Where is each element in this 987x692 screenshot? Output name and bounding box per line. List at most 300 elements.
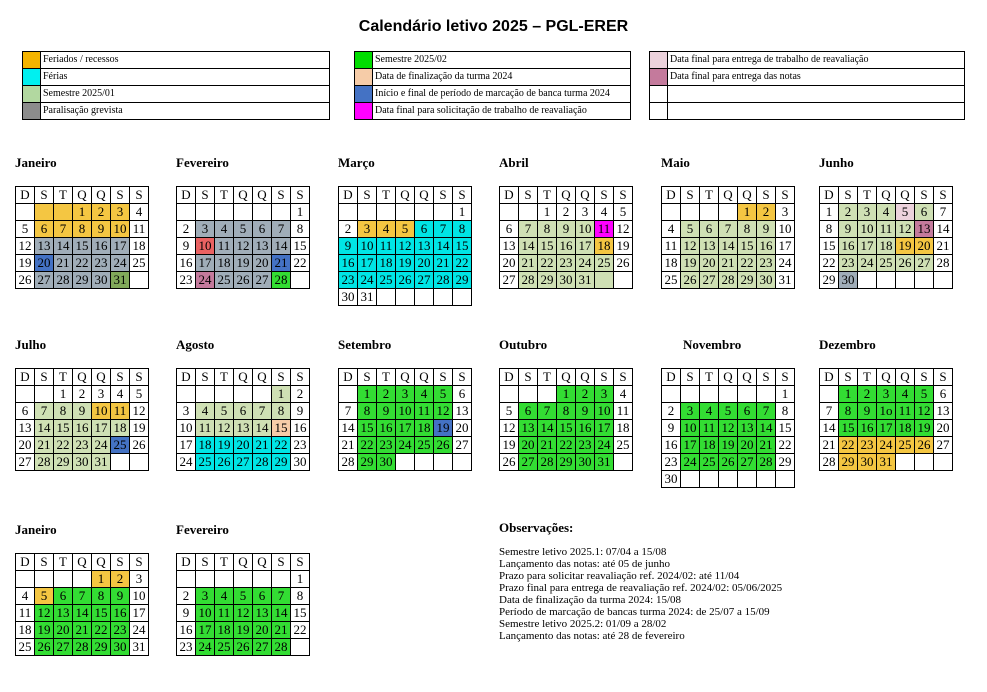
weekday-header: S: [934, 187, 953, 204]
day-cell: [915, 454, 934, 471]
day-cell: 30: [73, 454, 92, 471]
month-grid: [176, 368, 310, 471]
legend-item: [23, 86, 330, 103]
day-cell: 28: [272, 272, 291, 289]
weekday-header: D: [16, 187, 35, 204]
weekday-header: Q: [73, 369, 92, 386]
day-cell: [339, 204, 358, 221]
day-cell: 7: [253, 403, 272, 420]
month-grid: [15, 553, 149, 656]
week-row: [662, 420, 795, 437]
weekday-header: D: [177, 554, 196, 571]
day-cell: 25: [16, 639, 35, 656]
day-cell: 30: [858, 454, 877, 471]
weekday-header: D: [339, 369, 358, 386]
day-cell: 25: [215, 639, 234, 656]
day-cell: 6: [415, 221, 434, 238]
day-cell: 13: [915, 221, 934, 238]
week-row: [177, 420, 310, 437]
month-calendar: [338, 336, 472, 471]
month-name: Janeiro: [15, 522, 57, 537]
day-cell: [700, 386, 719, 403]
day-cell: 12: [681, 238, 700, 255]
day-cell: 29: [73, 272, 92, 289]
month-name: Novembro: [683, 337, 742, 352]
day-cell: 7: [719, 221, 738, 238]
day-cell: [253, 386, 272, 403]
day-cell: 8: [820, 221, 839, 238]
day-cell: 23: [858, 437, 877, 454]
day-cell: 4: [700, 403, 719, 420]
weekday-header: Q: [877, 369, 896, 386]
day-cell: 9: [576, 403, 595, 420]
day-cell: 26: [719, 454, 738, 471]
legend-swatch: [355, 86, 373, 103]
day-cell: 19: [215, 437, 234, 454]
day-cell: 9: [177, 605, 196, 622]
legend-item: [650, 103, 965, 120]
day-cell: [234, 571, 253, 588]
weekday-header: S: [776, 369, 795, 386]
legend-column-3: [649, 51, 965, 120]
day-cell: [453, 454, 472, 471]
day-cell: 1: [272, 386, 291, 403]
day-cell: 19: [35, 622, 54, 639]
day-cell: 6: [253, 588, 272, 605]
day-cell: 5: [719, 403, 738, 420]
day-cell: [215, 204, 234, 221]
day-cell: 12: [16, 238, 35, 255]
day-cell: 6: [915, 204, 934, 221]
day-cell: 2: [92, 204, 111, 221]
day-cell: 5: [396, 221, 415, 238]
day-cell: 16: [576, 420, 595, 437]
legend-swatch: [650, 69, 668, 86]
month-name: Fevereiro: [176, 155, 229, 170]
day-cell: 15: [820, 238, 839, 255]
weekday-header: Q: [415, 187, 434, 204]
week-row: [500, 221, 633, 238]
day-cell: 22: [538, 255, 557, 272]
day-cell: 17: [576, 238, 595, 255]
day-cell: 23: [177, 272, 196, 289]
week-row: [339, 289, 472, 306]
weekday-header: Q: [877, 187, 896, 204]
day-cell: 26: [500, 454, 519, 471]
day-cell: 20: [234, 437, 253, 454]
weekday-header-row: [339, 369, 472, 386]
day-cell: 10: [858, 221, 877, 238]
month-name: Agosto: [176, 337, 215, 352]
weekday-header: D: [177, 187, 196, 204]
day-cell: 26: [614, 255, 633, 272]
day-cell: 26: [234, 272, 253, 289]
day-cell: 11: [215, 238, 234, 255]
day-cell: 19: [16, 255, 35, 272]
day-cell: 27: [700, 272, 719, 289]
day-cell: 28: [538, 454, 557, 471]
month-name: Maio: [661, 155, 690, 170]
day-cell: 18: [877, 238, 896, 255]
day-cell: 25: [662, 272, 681, 289]
weekday-header: Q: [415, 369, 434, 386]
day-cell: 10: [595, 403, 614, 420]
day-cell: 4: [215, 221, 234, 238]
month-grid: [819, 368, 953, 471]
day-cell: 5: [614, 204, 633, 221]
day-cell: 11: [111, 403, 130, 420]
weekday-header: S: [35, 369, 54, 386]
weekday-header: S: [35, 554, 54, 571]
day-cell: 11: [662, 238, 681, 255]
day-cell: [177, 571, 196, 588]
weekday-header: T: [215, 554, 234, 571]
day-cell: 13: [738, 420, 757, 437]
day-cell: 7: [538, 403, 557, 420]
day-cell: 18: [662, 255, 681, 272]
day-cell: 22: [73, 255, 92, 272]
day-cell: [915, 272, 934, 289]
day-cell: 7: [339, 403, 358, 420]
weekday-header: S: [757, 187, 776, 204]
day-cell: [130, 454, 149, 471]
day-cell: 28: [339, 454, 358, 471]
day-cell: 5: [35, 588, 54, 605]
day-cell: 18: [614, 420, 633, 437]
day-cell: 31: [358, 289, 377, 306]
week-row: [500, 454, 633, 471]
day-cell: 11: [877, 221, 896, 238]
day-cell: 16: [111, 605, 130, 622]
day-cell: 27: [253, 639, 272, 656]
day-cell: 3: [92, 386, 111, 403]
day-cell: [73, 571, 92, 588]
day-cell: 6: [500, 221, 519, 238]
day-cell: 17: [130, 605, 149, 622]
day-cell: 9: [557, 221, 576, 238]
observations-panel: [499, 520, 782, 642]
day-cell: 29: [54, 454, 73, 471]
weekday-header: Q: [576, 369, 595, 386]
day-cell: 20: [54, 622, 73, 639]
day-cell: 20: [738, 437, 757, 454]
week-row: [662, 454, 795, 471]
week-row: [820, 437, 953, 454]
day-cell: 24: [858, 255, 877, 272]
day-cell: 18: [215, 255, 234, 272]
day-cell: [820, 386, 839, 403]
day-cell: 23: [557, 255, 576, 272]
weekday-header: D: [500, 187, 519, 204]
day-cell: 30: [111, 639, 130, 656]
weekday-header: T: [215, 369, 234, 386]
day-cell: 23: [662, 454, 681, 471]
week-row: [820, 403, 953, 420]
legend-swatch: [355, 52, 373, 69]
day-cell: 20: [700, 255, 719, 272]
day-cell: 28: [73, 639, 92, 656]
week-row: [339, 238, 472, 255]
week-row: [177, 571, 310, 588]
observation-line: Prazo final para entrega de reavaliação ref. 2024/02: 05/06/2025: [499, 582, 783, 594]
weekday-header: S: [272, 554, 291, 571]
day-cell: 8: [291, 221, 310, 238]
week-row: [177, 272, 310, 289]
day-cell: 19: [681, 255, 700, 272]
day-cell: 8: [73, 221, 92, 238]
day-cell: 14: [934, 221, 953, 238]
month-calendar: [819, 154, 953, 289]
week-row: [177, 605, 310, 622]
week-row: [16, 639, 149, 656]
day-cell: [253, 571, 272, 588]
week-row: [662, 272, 795, 289]
weekday-header: S: [434, 187, 453, 204]
day-cell: 4: [130, 204, 149, 221]
day-cell: [339, 386, 358, 403]
day-cell: 30: [557, 272, 576, 289]
weekday-header: D: [500, 369, 519, 386]
day-cell: 23: [291, 437, 310, 454]
day-cell: 8: [54, 403, 73, 420]
day-cell: 27: [234, 454, 253, 471]
day-cell: [272, 571, 291, 588]
day-cell: [111, 454, 130, 471]
day-cell: 5: [16, 221, 35, 238]
day-cell: 22: [820, 255, 839, 272]
weekday-header: T: [54, 369, 73, 386]
weekday-header: S: [196, 187, 215, 204]
day-cell: [896, 272, 915, 289]
weekday-header: D: [662, 369, 681, 386]
day-cell: 12: [719, 420, 738, 437]
week-row: [177, 221, 310, 238]
day-cell: 4: [377, 221, 396, 238]
month-grid: [819, 186, 953, 289]
day-cell: 25: [700, 454, 719, 471]
day-cell: [54, 571, 73, 588]
day-cell: 31: [92, 454, 111, 471]
day-cell: 24: [196, 639, 215, 656]
day-cell: 17: [877, 420, 896, 437]
day-cell: 1: [538, 204, 557, 221]
week-row: [500, 420, 633, 437]
day-cell: 4: [614, 386, 633, 403]
day-cell: 10: [177, 420, 196, 437]
weekday-header: T: [700, 369, 719, 386]
day-cell: 3: [130, 571, 149, 588]
week-row: [177, 437, 310, 454]
month-grid: [661, 186, 795, 289]
legend-label: Data final para solicitação de trabalho de reavaliação: [373, 103, 631, 120]
legend-item: [355, 69, 631, 86]
day-cell: 4: [16, 588, 35, 605]
weekday-header: S: [595, 369, 614, 386]
day-cell: 3: [196, 221, 215, 238]
legend-item: [23, 103, 330, 120]
day-cell: 5: [681, 221, 700, 238]
legend-swatch: [355, 103, 373, 120]
day-cell: 20: [915, 238, 934, 255]
day-cell: [662, 204, 681, 221]
week-row: [500, 386, 633, 403]
day-cell: 4: [877, 204, 896, 221]
weekday-header: S: [453, 187, 472, 204]
day-cell: 28: [434, 272, 453, 289]
day-cell: 6: [253, 221, 272, 238]
day-cell: 6: [934, 386, 953, 403]
day-cell: 20: [35, 255, 54, 272]
day-cell: [934, 454, 953, 471]
day-cell: 8: [272, 403, 291, 420]
weekday-header: S: [934, 369, 953, 386]
day-cell: [215, 386, 234, 403]
day-cell: 6: [234, 403, 253, 420]
day-cell: 23: [757, 255, 776, 272]
week-row: [339, 403, 472, 420]
day-cell: 15: [738, 238, 757, 255]
day-cell: 19: [130, 420, 149, 437]
observation-line: Prazo para solicitar reavaliação ref. 2024/02: até 11/04: [499, 570, 740, 582]
day-cell: [700, 204, 719, 221]
week-row: [339, 272, 472, 289]
week-row: [820, 420, 953, 437]
month-calendar: [176, 154, 310, 289]
weekday-header: S: [757, 369, 776, 386]
day-cell: 5: [234, 588, 253, 605]
weekday-header: S: [130, 554, 149, 571]
weekday-header: Q: [738, 369, 757, 386]
day-cell: 10: [396, 403, 415, 420]
day-cell: 26: [434, 437, 453, 454]
weekday-header: Q: [396, 187, 415, 204]
week-row: [339, 221, 472, 238]
day-cell: 19: [434, 420, 453, 437]
month-name: Abril: [499, 155, 529, 170]
day-cell: 14: [272, 605, 291, 622]
weekday-header: S: [272, 369, 291, 386]
day-cell: [358, 204, 377, 221]
day-cell: 25: [877, 255, 896, 272]
day-cell: 22: [776, 437, 795, 454]
day-cell: 17: [396, 420, 415, 437]
weekday-header: S: [519, 187, 538, 204]
weekday-header: S: [111, 187, 130, 204]
week-row: [177, 639, 310, 656]
day-cell: 8: [92, 588, 111, 605]
day-cell: 1: [453, 204, 472, 221]
day-cell: 2: [177, 588, 196, 605]
day-cell: [215, 571, 234, 588]
week-row: [662, 221, 795, 238]
day-cell: 12: [896, 221, 915, 238]
weekday-header: S: [196, 369, 215, 386]
legend-item: [355, 86, 631, 103]
legend-column-2: [354, 51, 631, 120]
day-cell: 9: [757, 221, 776, 238]
legend-item: [23, 52, 330, 69]
day-cell: 21: [820, 437, 839, 454]
week-row: [177, 238, 310, 255]
day-cell: 23: [839, 255, 858, 272]
week-row: [820, 454, 953, 471]
day-cell: 9: [177, 238, 196, 255]
weekday-header: S: [358, 187, 377, 204]
day-cell: 16: [73, 420, 92, 437]
week-row: [177, 255, 310, 272]
day-cell: 13: [453, 403, 472, 420]
legend-label: Férias: [41, 69, 330, 86]
day-cell: [757, 471, 776, 488]
weekday-header-row: [662, 187, 795, 204]
week-row: [16, 255, 149, 272]
day-cell: 9: [92, 221, 111, 238]
weekday-header: Q: [719, 369, 738, 386]
day-cell: 2: [177, 221, 196, 238]
day-cell: 11: [16, 605, 35, 622]
day-cell: 24: [130, 622, 149, 639]
month-name: Fevereiro: [176, 522, 229, 537]
day-cell: 8: [453, 221, 472, 238]
day-cell: 22: [557, 437, 576, 454]
day-cell: 13: [35, 238, 54, 255]
day-cell: 30: [291, 454, 310, 471]
day-cell: 29: [453, 272, 472, 289]
day-cell: 12: [215, 420, 234, 437]
month-calendar: [661, 154, 795, 289]
week-row: [16, 386, 149, 403]
weekday-header: Q: [896, 369, 915, 386]
day-cell: 25: [614, 437, 633, 454]
weekday-header: D: [820, 187, 839, 204]
day-cell: [196, 386, 215, 403]
day-cell: 8: [776, 403, 795, 420]
day-cell: 13: [253, 238, 272, 255]
day-cell: 18: [377, 255, 396, 272]
day-cell: 28: [272, 639, 291, 656]
day-cell: 10: [111, 221, 130, 238]
day-cell: 30: [92, 272, 111, 289]
day-cell: 9: [839, 221, 858, 238]
day-cell: [396, 454, 415, 471]
legend-item: [650, 86, 965, 103]
day-cell: 6: [54, 588, 73, 605]
day-cell: 29: [557, 454, 576, 471]
day-cell: [453, 289, 472, 306]
day-cell: [896, 454, 915, 471]
day-cell: 14: [253, 420, 272, 437]
day-cell: 27: [54, 639, 73, 656]
week-row: [177, 204, 310, 221]
day-cell: 21: [757, 437, 776, 454]
weekday-header: Q: [253, 187, 272, 204]
legend-column-1: [22, 51, 330, 120]
day-cell: 29: [820, 272, 839, 289]
day-cell: 19: [614, 238, 633, 255]
observations-title: Observações:: [499, 520, 574, 535]
weekday-header-row: [500, 187, 633, 204]
month-name: Janeiro: [15, 155, 57, 170]
day-cell: 3: [196, 588, 215, 605]
day-cell: 27: [16, 454, 35, 471]
day-cell: [776, 471, 795, 488]
day-cell: 27: [500, 272, 519, 289]
legend-label: Feriados / recessos: [41, 52, 330, 69]
day-cell: 23: [73, 437, 92, 454]
observations-list: [499, 546, 782, 642]
day-cell: 12: [915, 403, 934, 420]
weekday-header-row: [177, 369, 310, 386]
